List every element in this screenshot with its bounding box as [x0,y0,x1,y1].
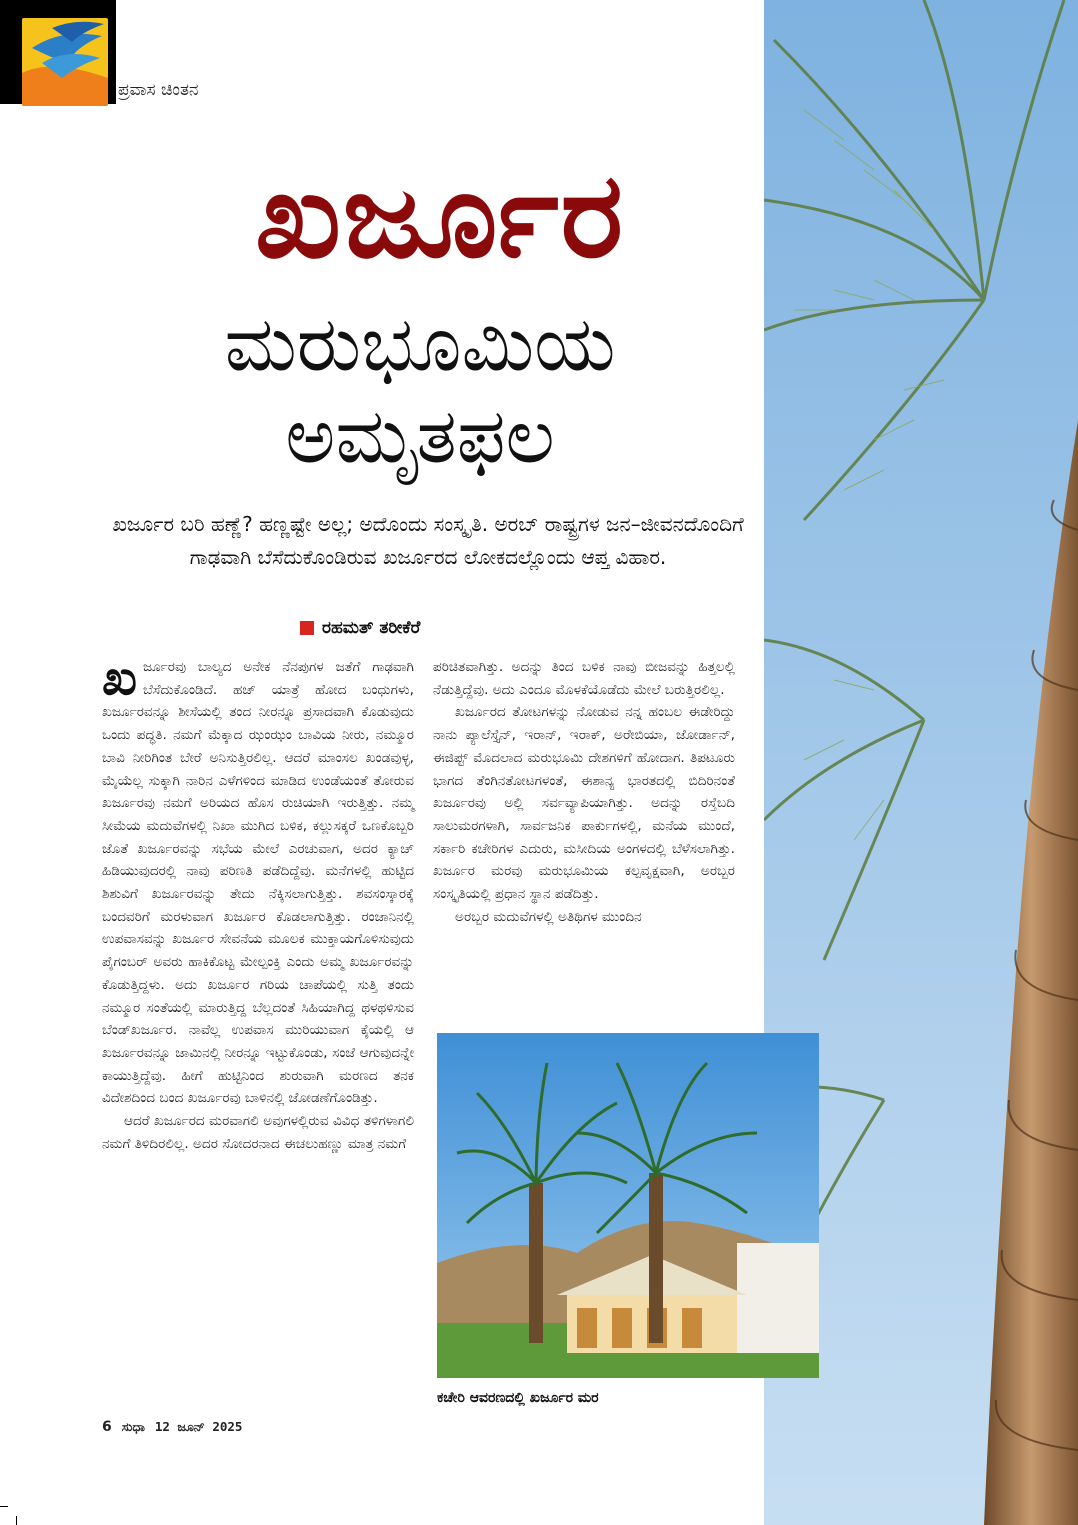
standfirst: ಖರ್ಜೂರ ಬರಿ ಹಣ್ಣೆ? ಹಣ್ಣಷ್ಟೇ ಅಲ್ಲ; ಅದೊಂದು ಸಂಸ್ಕೃತಿ. ಅರಬ್ ರಾಷ್ಟ್ರಗಳ ಜನ–ಜೀವನದೊಂದಿಗೆ ಗಾಢವಾಗಿ ಬೆಸೆದುಕೊಂಡಿರುವ ಖರ್ಜೂರದ ಲೋಕದಲ್ಲೊಂದು ಆಪ್ತ ವಿಹಾರ. [112,512,744,569]
headline-main: ಖರ್ಜೂರ [254,145,626,284]
article-column-1 [102,650,414,1155]
byline [300,618,620,638]
article-column-2 [433,656,735,928]
page-footer [102,1419,242,1435]
office-palms-photo [437,1033,819,1378]
photo-caption: ಕಚೇರಿ ಆವರಣದಲ್ಲಿ ಖರ್ಜೂರ ಮರ [437,1390,599,1406]
paragraph-text: ರ್ಜೂರವು ಬಾಲ್ಯದ ಅನೇಕ ನೆನಪುಗಳ ಜತೆಗೆ ಗಾಢವಾಗಿ ಬೆಸೆದುಕೊಂಡಿದೆ. ಹಜ್ ಯಾತ್ರೆ ಹೋದ ಬಂಧುಗಳು, ಖರ್ಜೂರವನ್ನೂ ಶೀಸೆಯಲ್ಲಿ ತಂದ ನೀರನ್ನೂ ಪ್ರಸಾದವಾಗಿ ಕೊಡುವುದು ಒಂದು ಪದ್ಧತಿ. ನಮಗೆ ಮೆಕ್ಕಾದ ಝಂಝಂ ಬಾವಿಯ ನೀರು, ನಮ್ಮೂರ ಬಾವಿ ನೀರಿಗಿಂತ ಬೇರೆ ಅನಿಸುತ್ತಿರಲಿಲ್ಲ. ಆದರೆ ಮಾಂಸಲ ಖಂಡವುಳ್ಳ, ಮೈಯೆಲ್ಲ ಸುಕ್ಕಾಗಿ ನಾರಿನ ಎಳೆಗಳಿಂದ ಮಾಡಿದ ಉಂಡೆಯಂತೆ ತೋರುವ ಖರ್ಜೂರವು ನಮಗೆ ಅರಿಯದ ಹೊಸ ರುಚಿಯಾಗಿ ಇರುತ್ತಿತ್ತು. ನಮ್ಮ ಸೀಮೆಯ ಮದುವೆಗಳಲ್ಲಿ ನಿಖಾ ಮುಗಿದ ಬಳಿಕ, ಕಲ್ಲುಸಕ್ಕರೆ ಒಣಕೊಬ್ಬರಿ ಜೊತೆ ಖರ್ಜೂರವನ್ನು ಸಭೆಯ ಮೇಲೆ ಎರಚುವಾಗ, ಅದರ ಕ್ಯಾಚ್ ಹಿಡಿಯುವುದರಲ್ಲಿ ನಾವು ಪರಿಣತಿ ಪಡೆದಿದ್ದೆವು. ಮನೆಗಳಲ್ಲಿ ಹುಟ್ಟಿದ ಶಿಶುವಿಗೆ ಖರ್ಜೂರವನ್ನು ತೇದು ನೆಕ್ಕಿಸಲಾಗುತ್ತಿತ್ತು. ಶವಸಂಸ್ಕಾರಕ್ಕೆ ಬಂದವರಿಗೆ ಮರಳುವಾಗ ಖರ್ಜೂರ ಕೊಡಲಾಗುತ್ತಿತ್ತು. ರಂಜಾನಿನಲ್ಲಿ ಉಪವಾಸವನ್ನು ಖರ್ಜೂರ ಸೇವನೆಯ ಮೂಲಕ ಮುಕ್ತಾಯಗೊಳಿಸುವುದು ಪೈಗಂಬರ್ ಅವರು ಹಾಕಿಕೊಟ್ಟ ಮೇಲ್ಪಂಕ್ತಿ ಎಂದು ಅಮ್ಮ ಖರ್ಜೂರವನ್ನು ಕೊಡುತ್ತಿದ್ದಳು. ಅದು ಖರ್ಜೂರ ಗರಿಯ ಚಾಪೆಯಲ್ಲಿ ಸುತ್ತಿ ತಂದು ನಮ್ಮೂರ ಸಂತೆಯಲ್ಲಿ ಮಾರುತ್ತಿದ್ದ ಬೆಲ್ಲದಂತೆ ಸಿಹಿಯಾಗಿದ್ದ ಥಳಥಳಿಸುವ ಬೆಂಡ್‌ಖರ್ಜೂರ. ನಾವೆಲ್ಲ ಉಪವಾಸ ಮುರಿಯುವಾಗ ಕೈಯಲ್ಲಿ ಆ ಖರ್ಜೂರವನ್ನೂ ಜಾಮಿನಲ್ಲಿ ನೀರನ್ನೂ ಇಟ್ಟುಕೊಂಡು, ಸಂಜೆ ಆಗುವುದನ್ನೇ ಕಾಯುತ್ತಿದ್ದೆವು. ಹೀಗೆ ಹುಟ್ಟಿನಿಂದ ಶುರುವಾಗಿ ಮರಣದ ತನಕ ವಿದೇಶದಿಂದ ಬಂದ ಖರ್ಜೂರವು ಬಾಳಿನಲ್ಲಿ ಜೋಡಣೆಗೊಂಡಿತ್ತು. [102,659,414,1107]
article-paragraph: ಅರಬ್ಬರ ಮದುವೆಗಳಲ್ಲಿ ಅತಿಥಿಗಳ ಮುಂದಿನ [455,908,642,925]
drop-cap: ಖ [102,650,137,706]
article-paragraph: ಪರಿಚಿತವಾಗಿತ್ತು. ಅದನ್ನು ತಿಂದ ಬಳಿಕ ನಾವು ಬೀಜವನ್ನು ಹಿತ್ತಲಲ್ಲಿ ನೆಡುತ್ತಿದ್ದೆವು. ಅದು ಎಂದೂ ಮೊಳಕೆಯೊಡೆದು ಮೇಲೆ ಬರುತ್ತಿರಲಿಲ್ಲ. [433,659,735,698]
headline-sub-line1: ಮರುಭೂಮಿಯ [224,299,616,388]
byline-square-icon [300,621,314,635]
page-number: 6 [102,1419,112,1435]
author-name: ರಹಮತ್ ತರೀಕೆರೆ [322,618,421,638]
magazine-logo-icon [22,18,108,106]
article-paragraph [102,650,414,1110]
crop-mark [16,1516,17,1525]
issue-date: 12 ಜೂನ್ 2025 [154,1419,243,1434]
article-paragraph: ಖರ್ಜೂರದ ತೋಟಗಳನ್ನು ನೋಡುವ ನನ್ನ ಹಂಬಲ ಈಡೇರಿದ್ದು ನಾನು ಪ್ಯಾಲೆಸ್ತೈನ್, ಇರಾನ್, ಇರಾಕ್, ಅರೇಬಿಯಾ, ಜೋರ್ಡಾನ್, ಈಜಿಪ್ಟ್ ಮೊದಲಾದ ಮರುಭೂಮಿ ದೇಶಗಳಿಗೆ ಹೋದಾಗ. ತಿಪಟೂರು ಭಾಗದ ತೆಂಗಿನತೋಟಗಳಂತೆ, ಈಶಾನ್ಯ ಭಾರತದಲ್ಲಿ ಬಿದಿರಿನಂತೆ ಖರ್ಜೂರವು ಅಲ್ಲಿ ಸರ್ವವ್ಯಾಪಿಯಾಗಿತ್ತು. ಅದನ್ನು ರಸ್ತೆಬದಿ ಸಾಲುಮರಗಳಾಗಿ, ಸಾರ್ವಜನಿಕ ಪಾರ್ಕುಗಳಲ್ಲಿ, ಮನೆಯ ಮುಂದೆ, ಸರ್ಕಾರಿ ಕಚೇರಿಗಳ ಎದುರು, ಮಸೀದಿಯ ಅಂಗಳದಲ್ಲಿ ಬೆಳೆಸಲಾಗಿತ್ತು. ಖರ್ಜೂರ ಮರವು ಮರುಭೂಮಿಯ ಕಲ್ಪವೃಕ್ಷವಾಗಿ, ಅರಬ್ಬರ ಸಂಸ್ಕೃತಿಯಲ್ಲಿ ಪ್ರಧಾನ ಸ್ಥಾನ ಪಡೆದಿತ್ತು. [433,704,735,903]
section-label: ಪ್ರವಾಸ ಚಿಂತನ [118,80,199,100]
crop-mark [0,1506,8,1507]
magazine-name: ಸುಧಾ [121,1419,145,1434]
headline-sub-line2: ಅಮೃತಫಲ [285,391,555,480]
article-paragraph: ಆದರೆ ಖರ್ಜೂರದ ಮರವಾಗಲಿ ಅವುಗಳಲ್ಲಿರುವ ವಿವಿಧ ತಳಿಗಳಾಗಲಿ ನಮಗೆ ತಿಳಿದಿರಲಿಲ್ಲ. ಅದರ ಸೋದರನಾದ ಈಚಲುಹಣ್ಣು ಮಾತ್ರ ನಮಗೆ [102,1113,414,1152]
